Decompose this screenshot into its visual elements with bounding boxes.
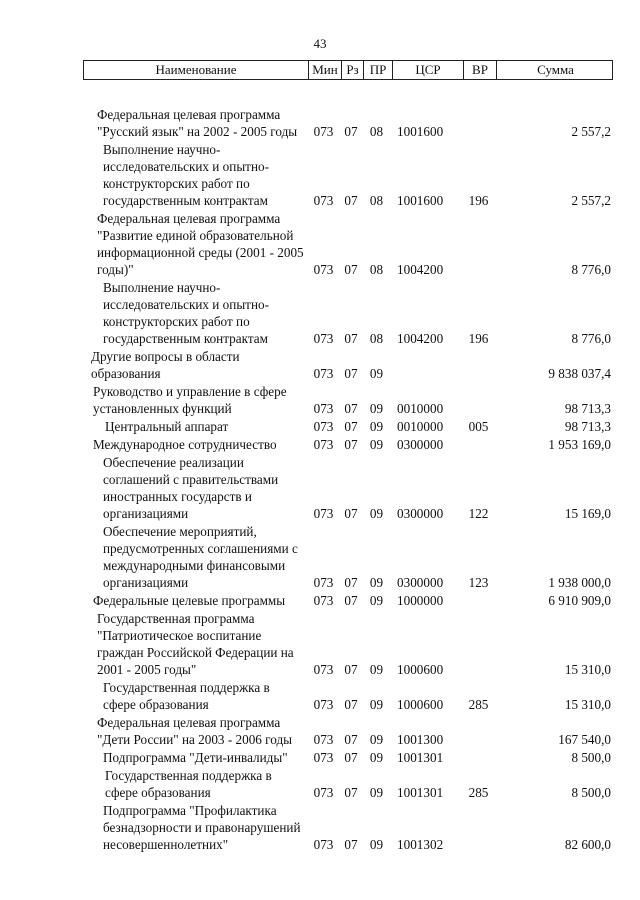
row-name-line: Государственная поддержка в xyxy=(103,680,270,695)
row-csr: 1000600 xyxy=(397,697,444,712)
row-vr: 123 xyxy=(468,575,489,590)
row-name xyxy=(83,210,307,278)
table-row xyxy=(83,436,613,453)
row-csr: 1001300 xyxy=(397,732,444,747)
row-min: 073 xyxy=(313,785,334,800)
row-pr: 08 xyxy=(369,262,384,277)
row-rz: 07 xyxy=(344,366,358,381)
row-name-line: государственным контрактам xyxy=(103,331,268,346)
row-rz: 07 xyxy=(344,750,358,765)
row-name-line: конструкторских работ по xyxy=(103,314,250,329)
row-sum: 8 500,0 xyxy=(571,750,611,765)
table-row xyxy=(83,418,613,435)
row-name-line: Государственная программа xyxy=(97,611,255,626)
row-sum: 167 540,0 xyxy=(558,732,611,747)
row-vr: 285 xyxy=(468,785,489,800)
row-min: 073 xyxy=(313,366,334,381)
table-row xyxy=(83,714,613,748)
row-rz: 07 xyxy=(344,593,358,608)
row-csr: 1001302 xyxy=(397,837,444,852)
table-row xyxy=(83,279,613,347)
row-vr: 122 xyxy=(468,506,489,521)
row-name-line: исследовательских и опытно- xyxy=(103,297,269,312)
row-name-line: сфере образования xyxy=(105,785,211,800)
row-csr: 1001600 xyxy=(397,193,444,208)
row-name-line: организациями xyxy=(103,575,189,590)
page-number: 43 xyxy=(313,36,327,51)
row-sum: 82 600,0 xyxy=(564,837,611,852)
row-min: 073 xyxy=(313,401,334,416)
row-name-line: "Патриотическое воспитание xyxy=(97,628,262,643)
row-csr: 1001301 xyxy=(397,750,444,765)
table-row xyxy=(83,749,613,766)
row-sum: 2 557,2 xyxy=(571,193,611,208)
row-csr: 0010000 xyxy=(397,401,444,416)
row-csr: 1004200 xyxy=(397,331,444,346)
row-sum: 15 169,0 xyxy=(564,506,611,521)
table-row xyxy=(83,141,613,209)
row-sum: 15 310,0 xyxy=(564,697,611,712)
header-name: Наименование xyxy=(155,62,237,77)
row-name-line: "Развитие единой образовательной xyxy=(97,228,294,243)
row-name-line: Федеральная целевая программа xyxy=(97,211,281,226)
row-name-line: образования xyxy=(91,366,161,381)
row-min: 073 xyxy=(313,437,334,452)
table-row xyxy=(83,679,613,713)
row-pr: 09 xyxy=(369,401,384,416)
row-pr: 09 xyxy=(369,575,384,590)
row-vr: 196 xyxy=(468,193,489,208)
table-row xyxy=(83,383,613,417)
row-sum: 2 557,2 xyxy=(571,124,611,139)
row-name xyxy=(83,714,307,748)
row-name-line: соглашений с правительствами xyxy=(103,472,279,487)
row-csr: 0300000 xyxy=(397,575,444,590)
row-name-line: граждан Российской Федерации на xyxy=(97,645,294,660)
row-name xyxy=(83,592,307,609)
row-min: 073 xyxy=(313,593,334,608)
table-row xyxy=(83,454,613,522)
table-row xyxy=(83,767,613,801)
row-name xyxy=(83,418,307,435)
row-name-line: Федеральная целевая программа xyxy=(97,107,281,122)
row-min: 073 xyxy=(313,732,334,747)
row-min: 073 xyxy=(313,193,334,208)
row-rz: 07 xyxy=(344,662,358,677)
row-name xyxy=(83,454,307,522)
row-csr: 0300000 xyxy=(397,437,444,452)
row-csr: 1001301 xyxy=(397,785,444,800)
row-csr: 1000600 xyxy=(397,662,444,677)
header-pr: ПР xyxy=(363,61,392,79)
row-vr: 285 xyxy=(468,697,489,712)
row-sum: 98 713,3 xyxy=(564,401,611,416)
row-csr: 0300000 xyxy=(397,506,444,521)
row-name xyxy=(83,141,307,209)
row-rz: 07 xyxy=(344,331,358,346)
row-name xyxy=(83,523,307,591)
row-name-line: "Дети России" на 2003 - 2006 годы xyxy=(97,732,293,747)
row-min: 073 xyxy=(313,331,334,346)
row-sum: 98 713,3 xyxy=(564,419,611,434)
row-min: 073 xyxy=(313,837,334,852)
row-name-line: Выполнение научно- xyxy=(103,280,221,295)
row-min: 073 xyxy=(313,575,334,590)
row-name-line: сфере образования xyxy=(103,697,209,712)
row-csr: 1004200 xyxy=(397,262,444,277)
header-vr: ВР xyxy=(463,61,496,79)
row-rz: 07 xyxy=(344,401,358,416)
row-name-line: годы)" xyxy=(97,262,134,277)
row-pr: 09 xyxy=(369,750,384,765)
row-sum: 9 838 037,4 xyxy=(548,366,611,381)
table-row xyxy=(83,802,613,853)
row-rz: 07 xyxy=(344,575,358,590)
row-sum: 8 500,0 xyxy=(571,785,611,800)
row-pr: 09 xyxy=(369,837,384,852)
row-name-line: несовершеннолетних" xyxy=(103,837,229,852)
row-rz: 07 xyxy=(344,262,358,277)
row-name xyxy=(83,610,307,678)
row-pr: 09 xyxy=(369,593,384,608)
row-name-line: Другие вопросы в области xyxy=(91,349,240,364)
header-csr: ЦСР xyxy=(392,61,463,79)
row-name-line: Подпрограмма "Дети-инвалиды" xyxy=(103,750,288,765)
row-name-line: исследовательских и опытно- xyxy=(103,159,269,174)
row-name-line: Подпрограмма "Профилактика xyxy=(103,803,277,818)
row-name-line: Федеральные целевые программы xyxy=(93,593,286,608)
row-pr: 08 xyxy=(369,193,384,208)
row-name-line: предусмотренных соглашениями с xyxy=(103,541,298,556)
table-row xyxy=(83,348,613,382)
row-rz: 07 xyxy=(344,785,358,800)
row-sum: 1 953 169,0 xyxy=(548,437,611,452)
row-name-line: Обеспечение реализации xyxy=(103,455,244,470)
row-name-line: Государственная поддержка в xyxy=(105,768,272,783)
row-name-line: Руководство и управление в сфере xyxy=(93,384,287,399)
row-min: 073 xyxy=(313,697,334,712)
row-name-line: международными финансовыми xyxy=(103,558,286,573)
row-pr: 09 xyxy=(369,785,384,800)
row-min: 073 xyxy=(313,124,334,139)
row-csr: 1000000 xyxy=(397,593,444,608)
row-name-line: Федеральная целевая программа xyxy=(97,715,281,730)
row-sum: 15 310,0 xyxy=(564,662,611,677)
row-min: 073 xyxy=(313,419,334,434)
row-pr: 09 xyxy=(369,366,384,381)
row-min: 073 xyxy=(313,262,334,277)
row-pr: 09 xyxy=(369,437,384,452)
budget-table xyxy=(83,60,613,853)
row-rz: 07 xyxy=(344,506,358,521)
table-header xyxy=(83,60,613,80)
row-name-line: информационной среды (2001 - 2005 xyxy=(97,245,304,260)
header-sum: Сумма xyxy=(496,61,614,79)
row-name xyxy=(83,106,307,140)
row-name xyxy=(83,279,307,347)
row-name xyxy=(83,767,307,801)
row-name-line: организациями xyxy=(103,506,189,521)
row-rz: 07 xyxy=(344,837,358,852)
row-name xyxy=(83,348,307,382)
row-name-line: безнадзорности и правонарушений xyxy=(103,820,301,835)
row-rz: 07 xyxy=(344,437,358,452)
row-min: 073 xyxy=(313,750,334,765)
row-csr: 1001600 xyxy=(397,124,444,139)
row-name-line: "Русский язык" на 2002 - 2005 годы xyxy=(97,124,298,139)
row-name xyxy=(83,749,307,766)
row-name-line: 2001 - 2005 годы" xyxy=(97,662,197,677)
row-pr: 09 xyxy=(369,732,384,747)
row-sum: 8 776,0 xyxy=(571,262,611,277)
row-vr: 005 xyxy=(468,419,489,434)
row-rz: 07 xyxy=(344,697,358,712)
row-pr: 09 xyxy=(369,697,384,712)
row-pr: 09 xyxy=(369,419,384,434)
row-rz: 07 xyxy=(344,419,358,434)
row-name xyxy=(83,436,307,453)
table-row xyxy=(83,610,613,678)
table-row xyxy=(83,523,613,591)
row-name xyxy=(83,802,307,853)
row-sum: 1 938 000,0 xyxy=(548,575,611,590)
row-name-line: установленных функций xyxy=(93,401,232,416)
row-name xyxy=(83,679,307,713)
row-name-line: конструкторских работ по xyxy=(103,176,250,191)
table-row xyxy=(83,210,613,278)
row-pr: 08 xyxy=(369,331,384,346)
table-row xyxy=(83,592,613,609)
row-name-line: Выполнение научно- xyxy=(103,142,221,157)
row-rz: 07 xyxy=(344,124,358,139)
row-pr: 09 xyxy=(369,506,384,521)
row-pr: 09 xyxy=(369,662,384,677)
header-rz: Рз xyxy=(341,61,363,79)
row-pr: 08 xyxy=(369,124,384,139)
table-body xyxy=(83,106,613,853)
row-rz: 07 xyxy=(344,193,358,208)
row-csr: 0010000 xyxy=(397,419,444,434)
row-sum: 8 776,0 xyxy=(571,331,611,346)
row-min: 073 xyxy=(313,506,334,521)
table-row xyxy=(83,106,613,140)
row-vr: 196 xyxy=(468,331,489,346)
row-name-line: Центральный аппарат xyxy=(105,419,229,434)
row-name-line: Международное сотрудничество xyxy=(93,437,277,452)
row-name xyxy=(83,383,307,417)
row-min: 073 xyxy=(313,662,334,677)
row-sum: 6 910 909,0 xyxy=(548,593,611,608)
row-name-line: иностранных государств и xyxy=(103,489,252,504)
row-name-line: государственным контрактам xyxy=(103,193,268,208)
row-rz: 07 xyxy=(344,732,358,747)
row-name-line: Обеспечение мероприятий, xyxy=(103,524,257,539)
header-min: Мин xyxy=(308,61,341,79)
